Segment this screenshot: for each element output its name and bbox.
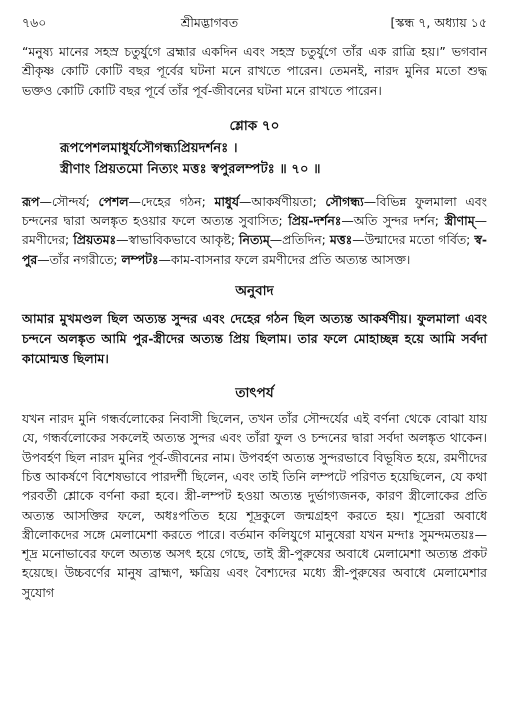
synonym-meaning: —অতি সুন্দর দর্শন; xyxy=(341,213,445,229)
purport-heading: তাৎপর্য xyxy=(235,385,274,402)
synonym-meaning: —আকর্ষণীয়তা; xyxy=(239,193,326,209)
running-header xyxy=(22,14,487,32)
synonym-term: সৌগন্ধ্য xyxy=(325,193,364,209)
translation-text: আমার মুখমণ্ডল ছিল অত্যন্ত সুন্দর এবং দেহের গঠন ছিল অত্যন্ত আকর্ষণীয়। ফুলমালা এবং চন্দনে অলঙ্কৃত আমি পুর-স্ত্রীদের অত্যন্ত প্রিয় ছিলাম। তার ফলে মোহাচ্ছন্ন হয়ে আমি সর্বদা কামোন্মত্ত ছিলাম। xyxy=(22,311,487,367)
synonym-meaning: —কাম-বাসনার ফলে রমণীদের প্রতি অত্যন্ত আসক্ত। xyxy=(158,251,411,267)
verse-line-2: স্ত্রীণাং প্রিয়তমো নিত্যং মত্তঃ স্বপুরলম্পটঃ ॥ ৭০ ॥ xyxy=(60,161,321,177)
intro-paragraph: “মনুষ্য মানের সহস্র চতুর্যুগে ব্রহ্মার একদিন এবং সহস্র চতুর্যুগে তাঁর এক রাত্রি হয়।” ভগবান শ্রীকৃষ্ণ কোটি কোটি বছর পূর্বের ঘটনা মনে রাখতে পারেন। তেমনই, নারদ মুনির মতো শুদ্ধ ভক্তও কোটি কোটি বছর পূর্বে তাঁর পূর্ব-জীবনের ঘটনা মনে রাখতে পারেন। xyxy=(22,44,487,98)
page-number: ৭৬০ xyxy=(22,15,47,30)
synonyms-paragraph xyxy=(22,192,487,269)
synonym-term: নিত্যম্ xyxy=(239,232,270,248)
synonym-term: পেশল xyxy=(98,193,129,209)
synonym-meaning: —সৌন্দর্য; xyxy=(39,193,99,209)
synonym-term: স্ত্রীণাম্ xyxy=(444,213,475,229)
synonym-meaning: —স্বাভাবিকভাবে আকৃষ্ট; xyxy=(116,232,240,248)
synonym-meaning: —উন্মাদের মতো গর্বিত; xyxy=(352,232,475,248)
verse-line-1: রূপপেশলমাধুর্যসৌগন্ধ্যপ্রিয়দর্শনঃ । xyxy=(60,140,238,156)
synonym-term: মত্তঃ xyxy=(329,232,353,248)
verse-text xyxy=(22,138,487,180)
section-reference: [স্কন্ধ ৭, অধ্যায় ১৫ xyxy=(390,15,487,30)
synonym-term: লম্পটঃ xyxy=(121,251,159,267)
synonym-meaning: —দেহের গঠন; xyxy=(128,193,215,209)
synonym-term: প্রিয়তমঃ xyxy=(73,232,117,248)
synonym-term: স্ব-পুর xyxy=(22,232,487,267)
verse-heading: শ্লোক ৭০ xyxy=(229,117,280,134)
purport-text: যখন নারদ মুনি গন্ধর্বলোকের নিবাসী ছিলেন, তখন তাঁর সৌন্দর্যের এই বর্ণনা থেকে বোঝা যায় যে, গন্ধর্বলোকের সকলেই অত্যন্ত সুন্দর এবং তাঁরা ফুল ও চন্দনের দ্বারা সর্বদা অলঙ্কৃত থাকেন। উপবর্হণ ছিল নারদ মুনির পূর্ব-জীবনের নাম। উপবর্হণ অত্যন্ত সুন্দরভাবে বিভূষিত হয়ে, রমণীদের চিত্ত আকর্ষণে বিশেষভাবে পারদর্শী ছিলেন, এবং তাই তিনি লম্পটে পরিণত হয়েছিলেন, যে কথা পরবর্তী শ্লোকে বর্ণনা করা হবে। স্ত্রী-লম্পট হওয়া অত্যন্ত দুর্ভাগ্যজনক, কারণ স্ত্রীলোকের প্রতি অত্যন্ত আসক্তির ফলে, অধঃপতিত হয়ে শূদ্রকুলে জন্মগ্রহণ করতে হয়। শূদ্রেরা অবাধে স্ত্রীলোকদের সঙ্গে মেলামেশা করতে পারে। বর্তমান কলিযুগে মানুষেরা যখন মন্দাঃ সুমন্দমতয়ঃ—শূদ্র মনোভাবের ফলে অত্যন্ত অসৎ হয়ে গেছে, তাই স্ত্রী-পুরুষের অবাধে মেলামেশা অত্যন্ত প্রকট হয়েছে। উচ্চবর্ণের মানুষ ব্রাহ্মণ, ক্ষত্রিয় এবং বৈশ্যদের মধ্যে স্ত্রী-পুরুষের অবাধে মেলামেশার সুযোগ xyxy=(22,411,487,600)
translation-heading: অনুবাদ xyxy=(235,283,274,300)
synonym-meaning: —বিভিন্ন ফুলমালা এবং চন্দনের দ্বারা অলঙ্কৃত হওয়ার ফলে অত্যন্ত সুবাসিত; xyxy=(22,193,487,229)
synonym-meaning: —প্রতিদিন; xyxy=(269,232,330,248)
synonym-term: প্রিয়-দর্শনঃ xyxy=(288,213,342,229)
synonym-meaning: —তাঁর নগরীতে; xyxy=(37,251,122,267)
book-title: শ্রীমদ্ভাগবত xyxy=(180,15,239,30)
synonym-term: রূপ xyxy=(22,193,40,209)
synonym-meaning: —রমণীদের; xyxy=(22,213,487,248)
synonym-term: মাধুর্য xyxy=(214,193,239,209)
